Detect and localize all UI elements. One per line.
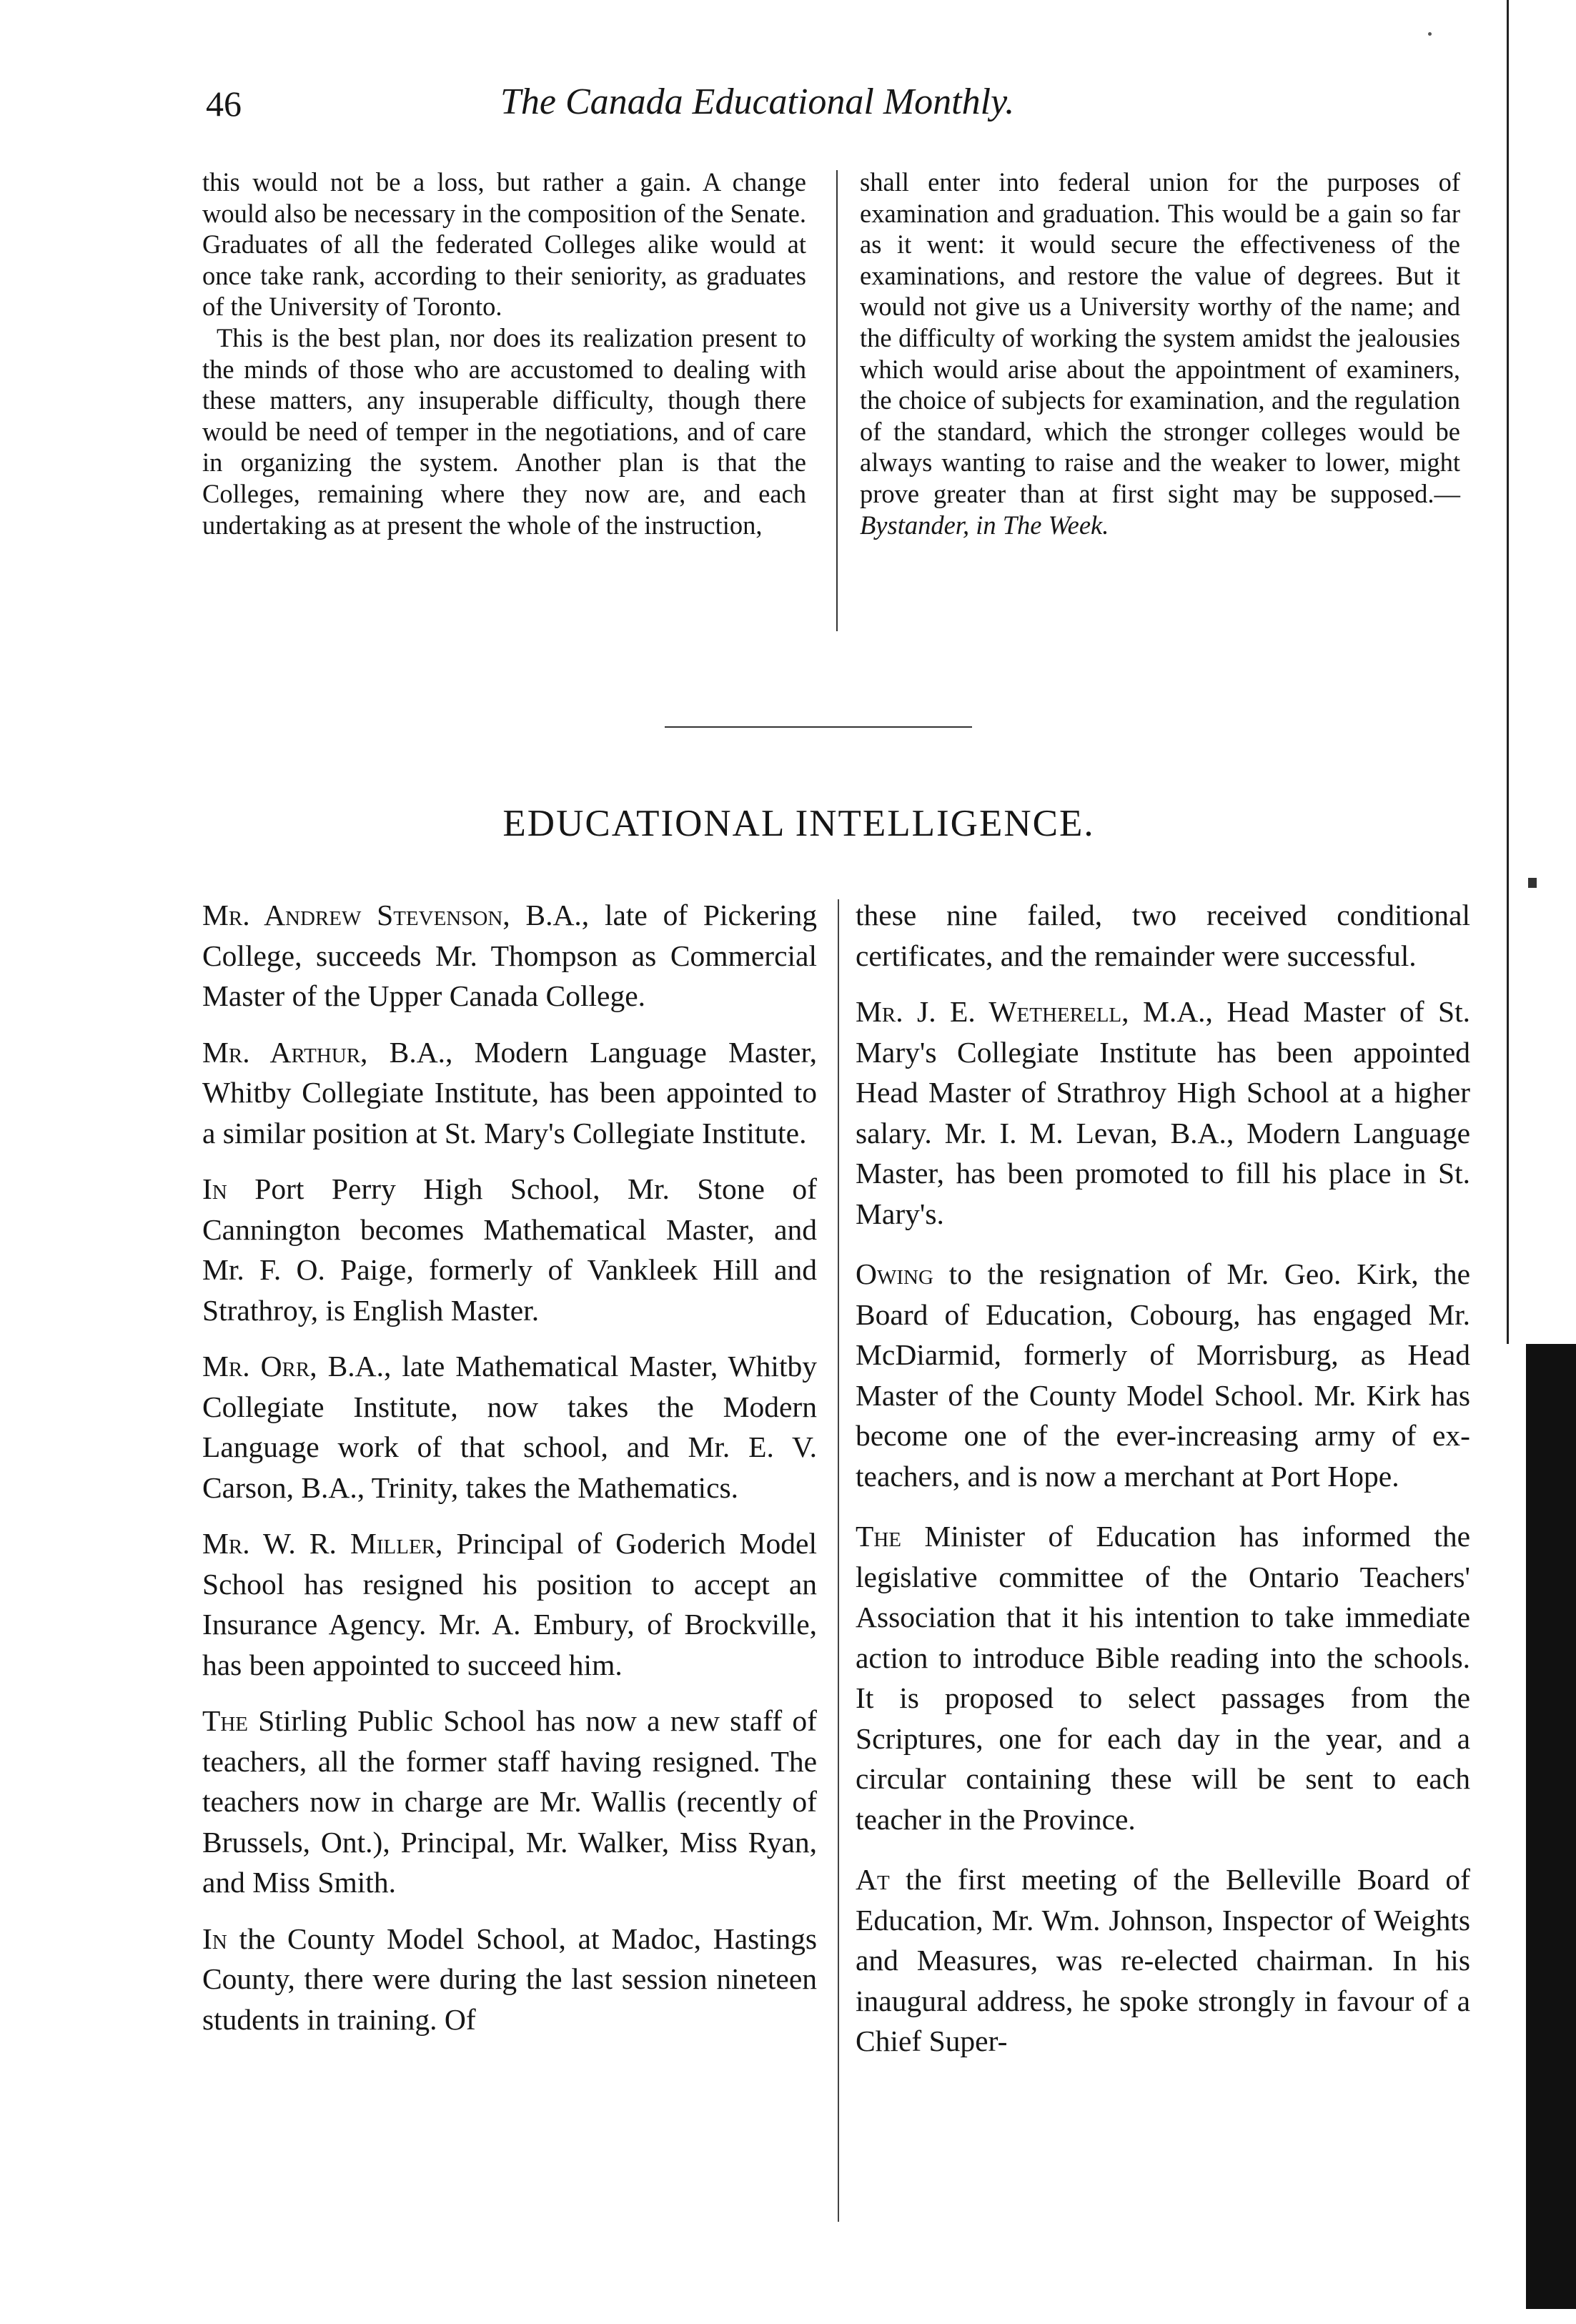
item-lead: Mr. W. R. Miller, xyxy=(202,1527,443,1560)
news-item xyxy=(202,1919,817,2040)
page-edge-shadow xyxy=(1526,1344,1576,2309)
item-text: the first meeting of the Belleville Board of Education, Mr. Wm. Johnson, Inspector of Weights and Measures, was re-elected chairman. In his inaugural address, he spoke strongly in favour of a Chief Super- xyxy=(856,1863,1470,2057)
item-lead: Mr. Arthur, xyxy=(202,1035,368,1069)
item-lead: Owing xyxy=(856,1257,933,1290)
page-edge-mark xyxy=(1528,878,1537,888)
item-lead: The xyxy=(856,1520,902,1553)
right-column xyxy=(856,895,1470,2077)
section-title: EDUCATIONAL INTELLIGENCE. xyxy=(502,803,1095,844)
item-lead: Mr. Andrew Stevenson, xyxy=(202,899,510,931)
page-number: 46 xyxy=(206,84,242,124)
top-right-text: shall enter into federal union for the purposes of examination and graduation. This would be a gain so far as it went: it would secure the effectiveness of the examinations, and restore the value of degrees. But it would not give us a University worthy of the name; and the difficulty of working the system amidst the jealousies which would arise about the appointment of examiners, the choice of subjects for examination, and the regulation of the standard, which the stronger colleges would be always wanting to raise and the weaker to lower, might prove greater than at first sight may be supposed.— xyxy=(860,167,1460,508)
item-text: B.A., late Mathematical Master, Whitby Collegiate Institute, now takes the Modern Language work of that school, and Mr. E. V. Carson, B.A., Trinity, takes the Mathematics. xyxy=(202,1350,817,1504)
news-item xyxy=(202,1032,817,1154)
item-text: Minister of Education has informed the legislative committee of the Ontario Teachers' Association that it his intention to take immediate action to introduce Bible reading into the schools. It is proposed to select passages from the Scriptures, one for each day in the year, and a circular containing these will be sent to each teacher in the Province. xyxy=(856,1520,1470,1836)
news-item xyxy=(856,895,1470,976)
news-item xyxy=(202,895,817,1017)
left-column xyxy=(202,895,817,2055)
page-edge-line xyxy=(1507,0,1509,1344)
item-lead: Mr. J. E. Wetherell, xyxy=(856,995,1129,1028)
item-lead: In xyxy=(202,1172,227,1205)
top-right-paragraph xyxy=(860,167,1460,540)
news-item xyxy=(856,1516,1470,1839)
item-text: M.A., Head Master of St. Mary's Collegiate Institute has been appointed Head Master of Strathroy High School at a higher salary. Mr. I. M. Levan, B.A., Modern Language Master, has been promoted to fill his place in St. Mary's. xyxy=(856,995,1470,1230)
news-item xyxy=(202,1523,817,1685)
item-lead: At xyxy=(856,1863,890,1896)
item-text: Port Perry High School, Mr. Stone of Cannington becomes Mathematical Master, and Mr. F. O. Paige, formerly of Vankleek Hill and Strathroy, is English Master. xyxy=(202,1172,817,1327)
item-text: to the resignation of Mr. Geo. Kirk, the Board of Education, Cobourg, has engaged Mr. McDiarmid, formerly of Morrisburg, as Head Master of the County Model School. Mr. Kirk has become one of the ever-increasing army of ex-teachers, and is now a merchant at Port Hope. xyxy=(856,1257,1470,1493)
item-lead: In xyxy=(202,1922,227,1955)
item-text: B.A., Modern Language Master, Whitby Collegiate Institute, has been appointed to a similar position at St. Mary's Collegiate Institute. xyxy=(202,1035,818,1149)
attribution: Bystander, in The Week. xyxy=(860,510,1109,540)
section-divider xyxy=(665,726,972,728)
ink-speck xyxy=(1428,32,1432,36)
news-item xyxy=(202,1169,817,1330)
news-item xyxy=(856,992,1470,1234)
item-text: B.A., late of Pickering College, succeeds Mr. Thompson as Commercial Master of the Upper Canada College. xyxy=(202,899,817,1012)
item-text: Principal of Goderich Model School has resigned his position to accept an Insurance Agency. Mr. A. Embury, of Brockville, has been appointed to succeed him. xyxy=(202,1527,817,1681)
news-item xyxy=(856,1859,1470,2062)
item-text: the County Model School, at Madoc, Hastings County, there were during the last session nineteen students in training. Of xyxy=(202,1922,817,2036)
item-text: these nine failed, two received conditional certificates, and the remainder were successful. xyxy=(856,899,1470,972)
top-right-column xyxy=(860,167,1460,540)
item-lead: The xyxy=(202,1704,249,1737)
news-item xyxy=(202,1701,817,1903)
top-left-column xyxy=(202,167,806,540)
column-divider-top xyxy=(836,170,838,631)
running-title: The Canada Educational Monthly. xyxy=(500,81,1015,122)
news-item xyxy=(856,1254,1470,1496)
item-text: Stirling Public School has now a new staff of teachers, all the former staff having resigned. The teachers now in charge are Mr. Wallis (recently of Brussels, Ont.), Principal, Mr. Walker, Miss Ryan, and Miss Smith. xyxy=(202,1704,817,1899)
news-item xyxy=(202,1346,817,1508)
column-divider xyxy=(838,899,839,2222)
top-left-paragraph-1: this would not be a loss, but rather a gain. A change would also be necessary in the composition of the Senate. Graduates of all the federated Colleges alike would at once take rank, according to their seniority, as graduates of the University of Toronto. xyxy=(202,167,806,322)
top-left-paragraph-2: This is the best plan, nor does its realization present to the minds of those who are accustomed to dealing with these matters, any insuperable difficulty, though there would be need of temper in the negotiations, and of care in organizing the system. Another plan is that the Colleges, remaining where they now are, and each undertaking as at present the whole of the instruction, xyxy=(202,322,806,540)
item-lead: Mr. Orr, xyxy=(202,1350,317,1383)
